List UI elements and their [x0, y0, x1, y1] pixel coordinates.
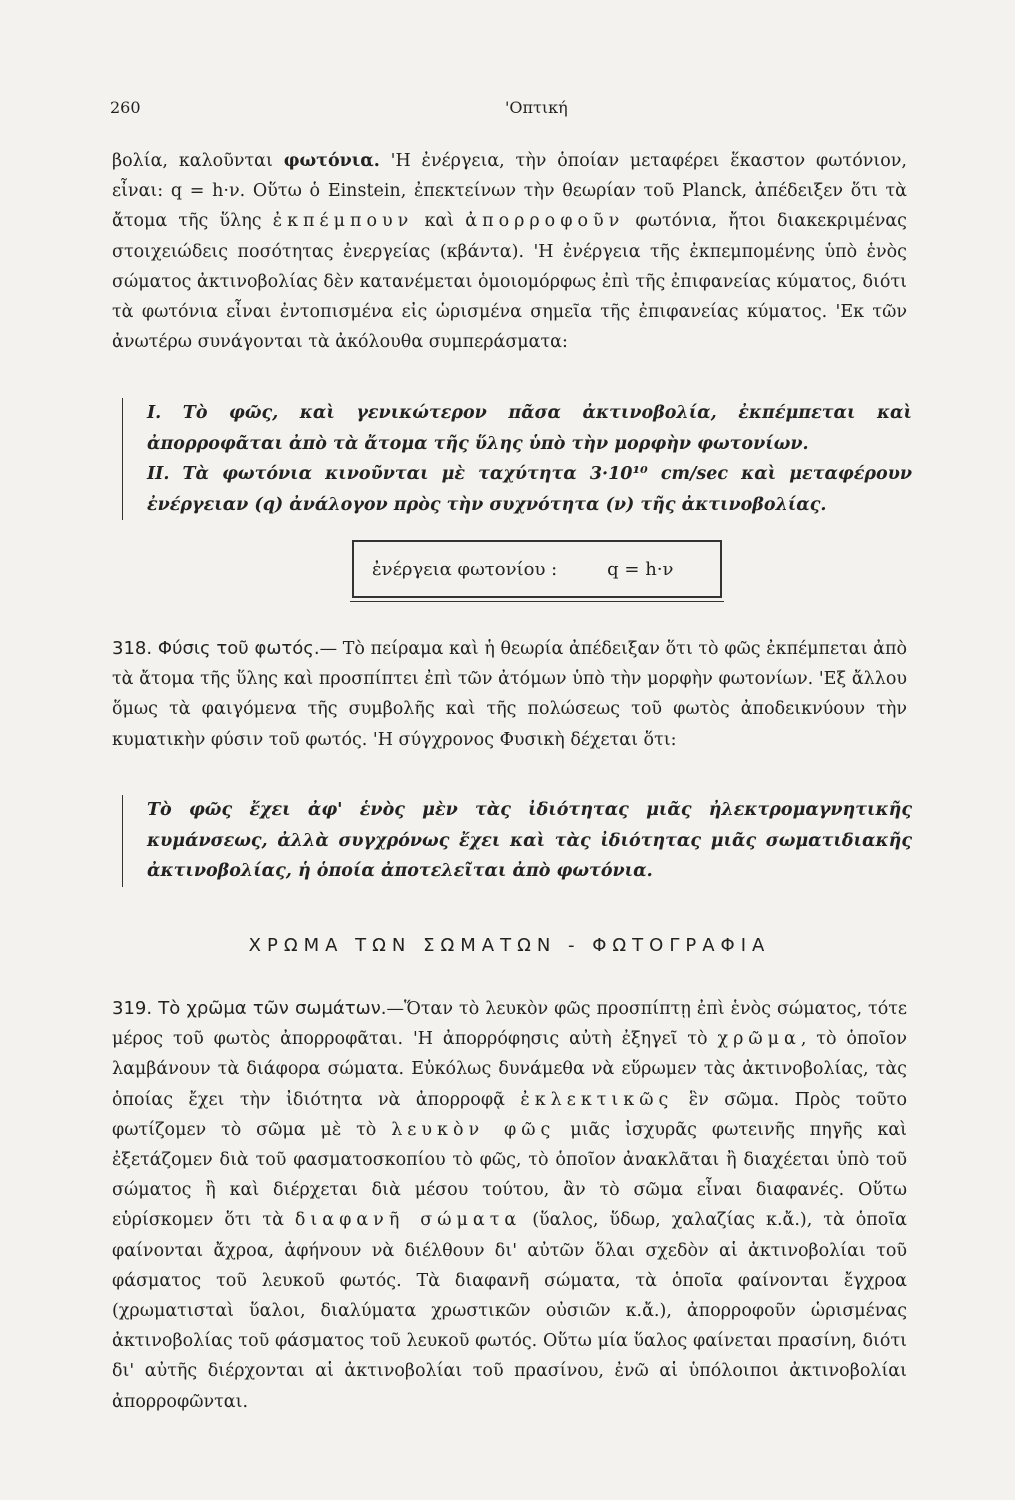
- section-319-heading: 319. Τὸ χρῶμα τῶν σωμάτων.: [112, 998, 387, 1019]
- section-title: ΧΡΩΜΑ ΤΩΝ ΣΩΜΑΤΩΝ - ΦΩΤΟΓΡΑΦΙΑ: [248, 935, 771, 956]
- spaced-term-absorb: ἀπορροφοῦν: [465, 211, 625, 232]
- section-318-text: — Τὸ πείραμα καὶ ἡ θεωρία ἀπέδειξαν ὅτι τὸ φῶς ἐκπέμπεται ἀπὸ τὰ ἄτομα τῆς ὕλης καὶ προσπίπτει ἐπὶ τῶν ἀτόμων ὑπὸ τὴν μορφὴν φωτονίων. 'Εξ ἄλλου ὅμως τὰ φαιγόμενα τῆς συμβολῆς καὶ τῆς πολώσεως τοῦ φωτὸς ἀποδεικνύουν τὴν κυματικὴν φύσιν τοῦ φωτός. 'Η σύγχρονος Φυσικὴ δέχεται ὅτι:: [112, 639, 907, 750]
- section-318-heading: 318. Φύσις τοῦ φωτός.: [112, 638, 320, 659]
- quote-block: Τὸ φῶς ἔχει ἀφ' ἑνὸς μὲν τὰς ἰδιότητας μιᾶς ἠλεκτρομαγνητικῆς κυμάνσεως, ἀλλὰ συγχρόνως ἔχει καὶ τὰς ἰδιότητας μιᾶς σωματιδιακῆς ἀκτινοβολίας, ἡ ὁποία ἀποτελεῖται ἀπὸ φωτόνια.: [122, 795, 912, 887]
- paragraph-photons: [112, 146, 907, 357]
- text-run: βολία, καλοῦνται: [112, 151, 284, 171]
- term-photons: φωτόνια.: [283, 151, 380, 171]
- formula-label: ἐνέργεια φωτονίου :: [372, 558, 558, 580]
- formula-box: [352, 540, 722, 598]
- running-title: 'Οπτική: [505, 98, 568, 117]
- section-319: [112, 994, 907, 1417]
- formula: q = h·ν: [607, 558, 674, 580]
- spaced-term-white-light: λευκὸν φῶς: [391, 1119, 556, 1140]
- spaced-term-emit: ἐκπέμπουν: [272, 211, 414, 232]
- spaced-term-selectively: ἐκλεκτικῶς: [520, 1089, 674, 1110]
- page-header: [110, 98, 910, 124]
- text-run: , τὸ ὁποῖον λαμβάνουν τὰ διάφορα σώματα. Εὐκόλως δυνάμεθα νὰ εὕρωμεν τὰς ἀκτινοβολίας, τὰς ὁποίας ἔχει τὴν ἰδιότητα νὰ ἀπορροφᾷ: [112, 1029, 907, 1110]
- box-underline: [350, 601, 724, 602]
- law-1: I. Τὸ φῶς, καὶ γενικώτερον πᾶσα ἀκτινοβολία, ἐκπέμπεται καὶ ἀπορροφᾶται ἀπὸ τὰ ἄτομα τῆς ὕλης ὑπὸ τὴν μορφὴν φωτονίων.: [147, 403, 912, 454]
- text-run: (ὕαλος, ὕδωρ, χαλαζίας κ.ἄ.), τὰ ὁποῖα φαίνονται ἄχροα, ἀφήνουν νὰ διέλθουν δι' αὐτῶν ὅλαι σχεδὸν αἱ ἀκτινοβολίαι τοῦ φάσματος τοῦ λευκοῦ φωτός. Τὰ διαφανῆ σώματα, τὰ ὁποῖα φαίνονται ἔγχροα (χρωματισταὶ ὕαλοι, διαλύματα χρωστικῶν οὐσιῶν κ.ἄ.), ἀπορροφοῦν ὡρισμένας ἀκτινοβολίας τοῦ φάσματος τοῦ λευκοῦ φωτός. Οὕτω μία ὕαλος φαίνεται πρασίνη, διότι δι' αὐτῆς διέρχονται αἱ ἀκτινοβολίαι τοῦ πρασίνου, ἐνῶ αἱ ὑπόλοιποι ἀκτινοβολίαι ἀπορροφῶνται.: [112, 1210, 907, 1412]
- section-318: [112, 634, 907, 755]
- spaced-term-transparent: διαφανῆ σώματα: [294, 1210, 522, 1231]
- law-2: II. Τὰ φωτόνια κινοῦνται μὲ ταχύτητα 3·10¹⁰ cm/sec καὶ μεταφέρουν ἐνέργειαν (q) ἀνάλογον πρὸς τὴν συχνότητα (ν) τῆς ἀκτινοβολίας.: [147, 464, 912, 515]
- text-run: 'Η ἐνέργεια, τὴν ὁποίαν μεταφέρει ἕκαστον φωτόνιον, εἶναι: q = h·ν. Οὕτω ὁ Einstein, ἐπεκτείνων τὴν θεωρίαν τοῦ Planck, ἀπέδειξεν ὅτι τὰ ἄτομα τῆς ὕλης: [112, 151, 907, 232]
- page-number: 260: [110, 98, 141, 117]
- spaced-term-color: χρῶμα: [717, 1029, 801, 1050]
- text-run: —Ὅταν τὸ λευκὸν φῶς προσπίπτῃ ἐπὶ ἑνὸς σώματος, τότε μέρος τοῦ φωτὸς ἀπορροφᾶται. 'Η ἀπορρόφησις αὐτὴ ἐξηγεῖ τὸ: [112, 999, 907, 1050]
- laws-block: [122, 398, 912, 520]
- text-run: ἓν σῶμα. Πρὸς τοῦτο φωτίζομεν τὸ σῶμα μὲ τὸ: [112, 1089, 907, 1140]
- text-run: μιᾶς ἰσχυρᾶς φωτεινῆς πηγῆς καὶ ἐξετάζομεν διὰ τοῦ φασματοσκοπίου τὸ φῶς, τὸ ὁποῖον ἀνακλᾶται ἢ διαχέεται ὑπὸ τοῦ σώματος ἢ καὶ διέρχεται διὰ μέσου τούτου, ἂν τὸ σῶμα εἶναι διαφανές. Οὕτω εὑρίσκομεν ὅτι τὰ: [112, 1119, 907, 1231]
- text-run: φωτόνια, ἤτοι διακεκριμένας στοιχειώδεις ποσότητας ἐνεργείας (κβάντα). 'Η ἐνέργεια τῆς ἐκπεμπομένης ὑπὸ ἑνὸς σώματος ἀκτινοβολίας δὲν κατανέμεται ὁμοιομόρφως ἐπὶ τῆς ἐπιφανείας κύματος, διότι τὰ φωτόνια εἶναι ἐντοπισμένα εἰς ὡρισμένα σημεῖα τῆς ἐπιφανείας κύματος. 'Εκ τῶν ἀνωτέρω συνάγονται τὰ ἀκόλουθα συμπεράσματα:: [112, 211, 907, 353]
- text-run: καὶ: [413, 211, 466, 232]
